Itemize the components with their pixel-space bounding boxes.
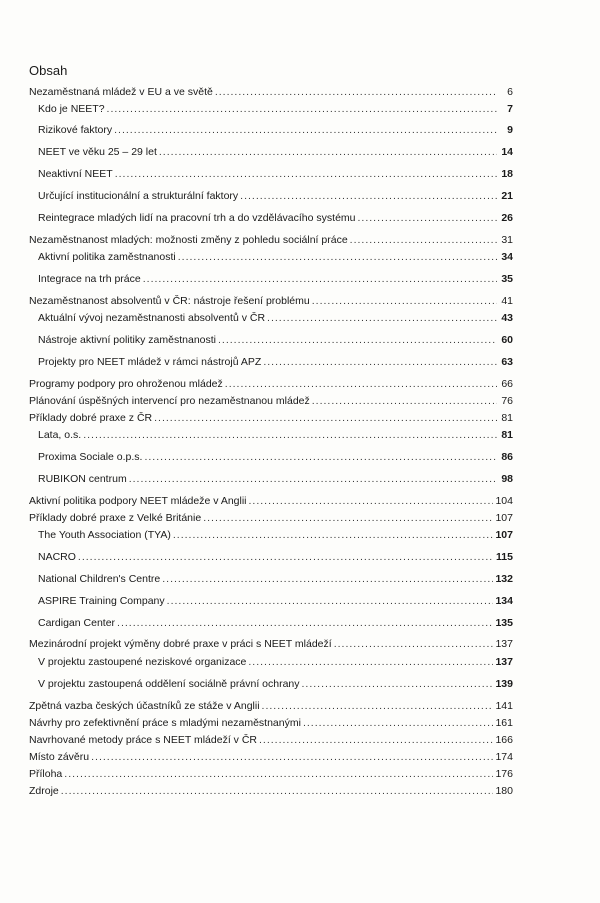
toc-entry-page: 14: [501, 146, 513, 158]
toc-dot-leader: [61, 785, 494, 798]
toc-title: Obsah: [29, 63, 68, 78]
toc-entry-page: 21: [501, 190, 513, 202]
toc-entry-title: Aktuální vývoj nezaměstnanosti absolventů v ČR: [38, 312, 266, 324]
toc-entry-page: 135: [495, 617, 513, 629]
toc-entry-page: 141: [495, 700, 513, 712]
toc-entry-title: Neaktivní NEET: [38, 168, 113, 180]
toc-dot-leader: [167, 595, 494, 608]
toc-entry-title: Kdo je NEET?: [38, 103, 105, 115]
toc-entry: [29, 638, 513, 651]
toc-dot-leader: [154, 412, 497, 425]
toc-entry: [38, 551, 513, 564]
toc-entry-title: Rizikové faktory: [38, 124, 113, 136]
toc-dot-leader: [162, 573, 493, 586]
toc-entry: [38, 103, 513, 116]
toc-entry: [38, 595, 513, 608]
toc-dot-leader: [64, 768, 493, 781]
toc-dot-leader: [129, 473, 497, 486]
toc-entry: [38, 529, 513, 542]
toc-entry-page: 63: [501, 356, 513, 368]
toc-dot-leader: [302, 678, 494, 691]
toc-entry: [38, 617, 513, 630]
toc-entry-title: NACRO: [38, 551, 76, 563]
toc-entry-title: RUBIKON centrum: [38, 473, 127, 485]
toc-entry-page: 26: [501, 212, 513, 224]
toc-entry: [38, 473, 513, 486]
toc-entry-title: Cardigan Center: [38, 617, 116, 629]
toc-dot-leader: [215, 86, 497, 99]
toc-entry: [38, 124, 513, 137]
toc-entry-page: 139: [495, 678, 513, 690]
toc-entry: [38, 356, 513, 369]
toc-entry-title: Aktivní politika podpory NEET mládeže v Anglii: [29, 495, 247, 507]
toc-dot-leader: [249, 495, 494, 508]
toc-entry-page: 18: [501, 168, 513, 180]
toc-entry: [38, 573, 513, 586]
toc-entry: [29, 512, 513, 525]
toc-entry-page: 43: [501, 312, 513, 324]
toc-entry-page: 60: [501, 334, 513, 346]
toc-entry: [29, 717, 513, 730]
toc-entry: [29, 412, 513, 425]
toc-entry-page: 104: [495, 495, 513, 507]
toc-entry: [29, 734, 513, 747]
toc-entry-page: 41: [501, 295, 513, 307]
toc-entry-title: Aktivní politika zaměstnanosti: [38, 251, 176, 263]
toc-entry-page: 180: [495, 785, 513, 797]
toc-entry-page: 176: [495, 768, 513, 780]
toc-dot-leader: [218, 334, 497, 347]
toc-dot-leader: [117, 617, 493, 630]
toc-entry-title: Příklady dobré praxe z Velké Británie: [29, 512, 202, 524]
toc-entry-title: Určující institucionální a strukturální faktory: [38, 190, 239, 202]
toc-entry-title: Plánování úspěšných intervencí pro nezaměstnanou mládež: [29, 395, 310, 407]
toc-entry-page: 86: [501, 451, 513, 463]
toc-entry-title: Nezaměstnanost mladých: možnosti změny z pohledu sociální práce: [29, 234, 348, 246]
toc-dot-leader: [312, 395, 497, 408]
toc-dot-leader: [259, 734, 493, 747]
toc-entry-page: 166: [495, 734, 513, 746]
toc-entry-title: Projekty pro NEET mládež v rámci nástrojů APZ: [38, 356, 262, 368]
toc-entry: [29, 86, 513, 99]
toc-dot-leader: [350, 234, 497, 247]
toc-entry-title: ASPIRE Training Company: [38, 595, 165, 607]
toc-entry: [29, 751, 513, 764]
toc-entry: [29, 785, 513, 798]
toc-entry: [38, 168, 513, 181]
toc-entry: [38, 678, 513, 691]
toc-entry: [38, 429, 513, 442]
toc-entry: [29, 700, 513, 713]
toc-entry-title: Programy podpory pro ohroženou mládež: [29, 378, 223, 390]
toc-entry-page: 98: [501, 473, 513, 485]
toc-entry: [29, 395, 513, 408]
toc-entry: [38, 273, 513, 286]
toc-dot-leader: [225, 378, 497, 391]
toc-dot-leader: [83, 429, 497, 442]
toc-entry-page: 81: [501, 429, 513, 441]
toc-entry: [38, 312, 513, 325]
toc-entry: [29, 378, 513, 391]
toc-dot-leader: [263, 356, 497, 369]
toc-entry: [38, 656, 513, 669]
toc-entry-title: Nezaměstnaná mládež v EU a ve světě: [29, 86, 213, 98]
toc-entry-page: 134: [495, 595, 513, 607]
toc-dot-leader: [262, 700, 494, 713]
toc-dot-leader: [114, 124, 497, 137]
toc-entry-page: 174: [495, 751, 513, 763]
toc-dot-leader: [248, 656, 493, 669]
toc-entry-page: 66: [501, 378, 513, 390]
toc-entry: [38, 190, 513, 203]
toc-entry-page: 107: [495, 529, 513, 541]
toc-dot-leader: [78, 551, 494, 564]
toc-entry-title: V projektu zastoupená oddělení sociálně právní ochrany: [38, 678, 300, 690]
toc-entry: [29, 295, 513, 308]
toc-entry-page: 31: [501, 234, 513, 246]
toc-dot-leader: [240, 190, 497, 203]
toc-entry-title: Navrhované metody práce s NEET mládeží v ČR: [29, 734, 257, 746]
toc-entry-title: Proxima Sociale o.p.s.: [38, 451, 143, 463]
toc-entry-title: Zpětná vazba českých účastníků ze stáže v Anglii: [29, 700, 260, 712]
toc-entry-page: 161: [495, 717, 513, 729]
toc-entry: [38, 146, 513, 159]
toc-dot-leader: [159, 146, 497, 159]
toc-dot-leader: [173, 529, 494, 542]
toc-entry-title: Návrhy pro zefektivnění práce s mladými nezaměstnanými: [29, 717, 301, 729]
toc-dot-leader: [143, 273, 497, 286]
toc-entry: [38, 212, 513, 225]
toc-entry-title: Nezaměstnanost absolventů v ČR: nástroje řešení problému: [29, 295, 310, 307]
toc-entry-page: 115: [496, 551, 513, 563]
toc-entry-page: 132: [495, 573, 513, 585]
toc-entry-title: Příklady dobré praxe z ČR: [29, 412, 153, 424]
toc-entry-page: 76: [501, 395, 513, 407]
toc-entry: [38, 334, 513, 347]
toc-entry-page: 137: [495, 638, 513, 650]
toc-entry-page: 137: [495, 656, 513, 668]
toc-entry-page: 9: [507, 124, 513, 136]
toc-entry-page: 107: [495, 512, 513, 524]
toc-entry-title: Mezinárodní projekt výměny dobré praxe v práci s NEET mládeží: [29, 638, 332, 650]
toc-entry-title: Místo závěru: [29, 751, 90, 763]
toc-dot-leader: [334, 638, 494, 651]
toc-entry: [38, 451, 513, 464]
toc-entry-title: Nástroje aktivní politiky zaměstnanosti: [38, 334, 216, 346]
toc-dot-leader: [107, 103, 497, 116]
toc-entry-page: 7: [507, 103, 513, 115]
toc-entry-page: 35: [501, 273, 513, 285]
toc-dot-leader: [178, 251, 497, 264]
toc-entry-page: 34: [501, 251, 513, 263]
toc-entry-title: Zdroje: [29, 785, 59, 797]
toc-entry-page: 6: [507, 86, 513, 98]
toc-dot-leader: [144, 451, 497, 464]
toc-dot-leader: [358, 212, 498, 225]
toc-entry-title: Integrace na trh práce: [38, 273, 141, 285]
toc-entry-title: Reintegrace mladých lidí na pracovní trh a do vzdělávacího systému: [38, 212, 356, 224]
toc-entry-title: National Children's Centre: [38, 573, 161, 585]
toc-dot-leader: [267, 312, 497, 325]
toc-entry-title: The Youth Association (TYA): [38, 529, 171, 541]
toc-entry: [38, 251, 513, 264]
toc-entry-title: V projektu zastoupené neziskové organizace: [38, 656, 247, 668]
toc-entry: [29, 495, 513, 508]
toc-entry: [29, 234, 513, 247]
toc-entry: [29, 768, 513, 781]
toc-dot-leader: [115, 168, 497, 181]
toc-entry-title: Příloha: [29, 768, 63, 780]
toc-dot-leader: [303, 717, 494, 730]
toc-dot-leader: [203, 512, 493, 525]
toc-dot-leader: [91, 751, 493, 764]
toc-entry-page: 81: [501, 412, 513, 424]
toc-entry-title: Lata, o.s.: [38, 429, 82, 441]
toc-entry-title: NEET ve věku 25 – 29 let: [38, 146, 157, 158]
toc-dot-leader: [312, 295, 497, 308]
